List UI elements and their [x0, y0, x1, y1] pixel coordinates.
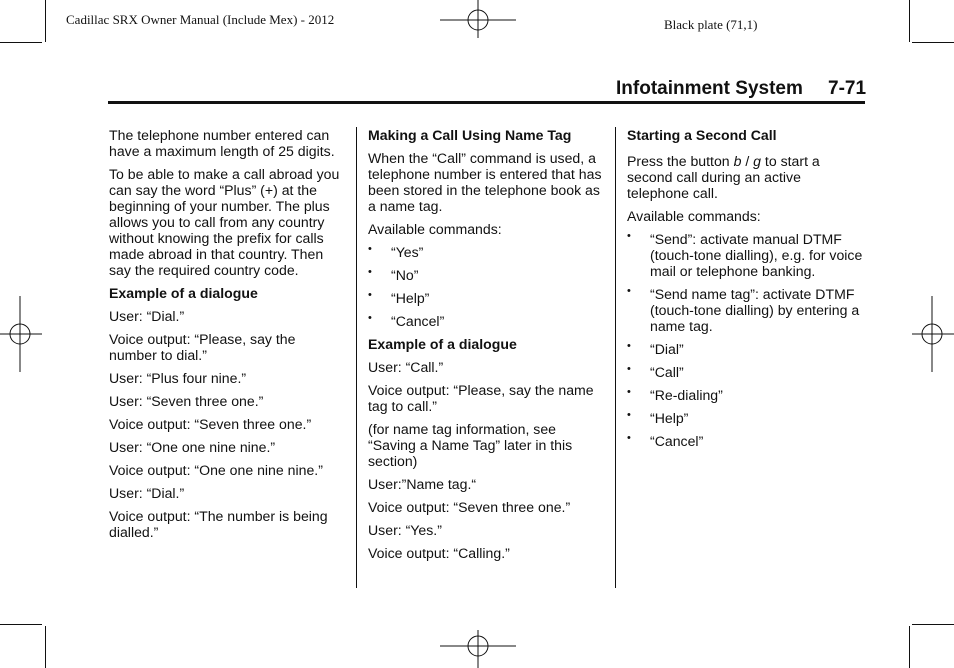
- paragraph: Available commands:: [368, 221, 502, 237]
- dialogue-line: (for name tag information, see “Saving a Name Tag” later in this section): [368, 421, 573, 469]
- subheading: Starting a Second Call: [627, 127, 777, 143]
- column-divider: [615, 127, 616, 588]
- column-1: [109, 127, 347, 547]
- paragraph: Available commands:: [627, 208, 761, 224]
- registration-mark-left: [0, 296, 42, 372]
- crop-mark: [912, 624, 954, 625]
- crop-mark: [0, 42, 42, 43]
- crop-mark: [912, 42, 954, 43]
- column-3: [627, 127, 865, 456]
- list-item: • “No”: [368, 267, 604, 283]
- dialogue-line: Voice output: “One one nine nine.”: [109, 462, 323, 478]
- list-item: • “Yes”: [368, 244, 604, 260]
- dialogue-line: User: “Seven three one.”: [109, 393, 264, 409]
- dialogue-line: User: “One one nine nine.”: [109, 439, 276, 455]
- column-2: [368, 127, 604, 568]
- registration-mark-top: [440, 0, 516, 42]
- dialogue-line: User: “Call.”: [368, 359, 444, 375]
- paragraph: [627, 153, 865, 201]
- paragraph: To be able to make a call abroad you can say the word “Plus” (+) at the beginning of your number. The plus allows you to call from any country without knowing the prefix for calls made abroad in that country. Then say the required country code.: [109, 166, 340, 278]
- list-item: • “Cancel”: [627, 433, 865, 449]
- paragraph-text: to start a second call during an active telephone call.: [627, 153, 820, 201]
- command-list: [368, 244, 604, 329]
- dialogue-line: Voice output: “Seven three one.”: [368, 499, 571, 515]
- list-item: • “Call”: [627, 364, 865, 380]
- page-number: 7-71: [828, 78, 867, 99]
- dialogue-line: Voice output: “Please, say the name tag to call.”: [368, 382, 594, 414]
- manual-title: Cadillac SRX Owner Manual (Include Mex) - 2012: [66, 12, 335, 27]
- plate-label: Black plate (71,1): [664, 17, 758, 32]
- dialogue-line: Voice output: “Calling.”: [368, 545, 510, 561]
- registration-mark-right: [912, 296, 954, 372]
- subheading: Example of a dialogue: [368, 336, 517, 352]
- subheading: Example of a dialogue: [109, 285, 258, 301]
- list-item: • “Send name tag”: activate DTMF (touch-tone dialling) by entering a name tag.: [627, 286, 865, 334]
- header-rule: [108, 101, 865, 104]
- paragraph: When the “Call” command is used, a telephone number is entered that has been stored in the telephone book as a name tag.: [368, 150, 602, 214]
- dialogue-line: Voice output: “Seven three one.”: [109, 416, 312, 432]
- dialogue-line: User:”Name tag.“: [368, 476, 477, 492]
- crop-mark: [45, 626, 46, 668]
- command-list: [627, 231, 865, 449]
- dialogue-line: Voice output: “Please, say the number to dial.”: [109, 331, 296, 363]
- list-item: • “Re-dialing”: [627, 387, 865, 403]
- phone-button-icon: b: [733, 153, 742, 169]
- voice-button-icon: g: [753, 153, 761, 169]
- list-item: • “Dial”: [627, 341, 865, 357]
- section-title: Infotainment System: [616, 78, 803, 99]
- crop-mark: [909, 0, 910, 42]
- list-item: • “Help”: [627, 410, 865, 426]
- icon-separator: /: [741, 153, 754, 169]
- column-divider: [356, 127, 357, 588]
- paragraph-text: Press the button: [627, 153, 734, 169]
- list-item: • “Help”: [368, 290, 604, 306]
- crop-mark: [0, 624, 42, 625]
- dialogue-line: User: “Plus four nine.”: [109, 370, 247, 386]
- dialogue-line: Voice output: “The number is being dialled.”: [109, 508, 328, 540]
- crop-mark: [909, 626, 910, 668]
- registration-mark-bottom: [440, 630, 516, 668]
- list-item: • “Send”: activate manual DTMF (touch-tone dialling), e.g. for voice mail or telephone banking.: [627, 231, 865, 279]
- dialogue-line: User: “Dial.”: [109, 308, 185, 324]
- paragraph: The telephone number entered can have a maximum length of 25 digits.: [109, 127, 335, 159]
- subheading: Making a Call Using Name Tag: [368, 127, 572, 143]
- dialogue-line: User: “Yes.”: [368, 522, 442, 538]
- dialogue-line: User: “Dial.”: [109, 485, 185, 501]
- crop-mark: [45, 0, 46, 42]
- list-item: • “Cancel”: [368, 313, 604, 329]
